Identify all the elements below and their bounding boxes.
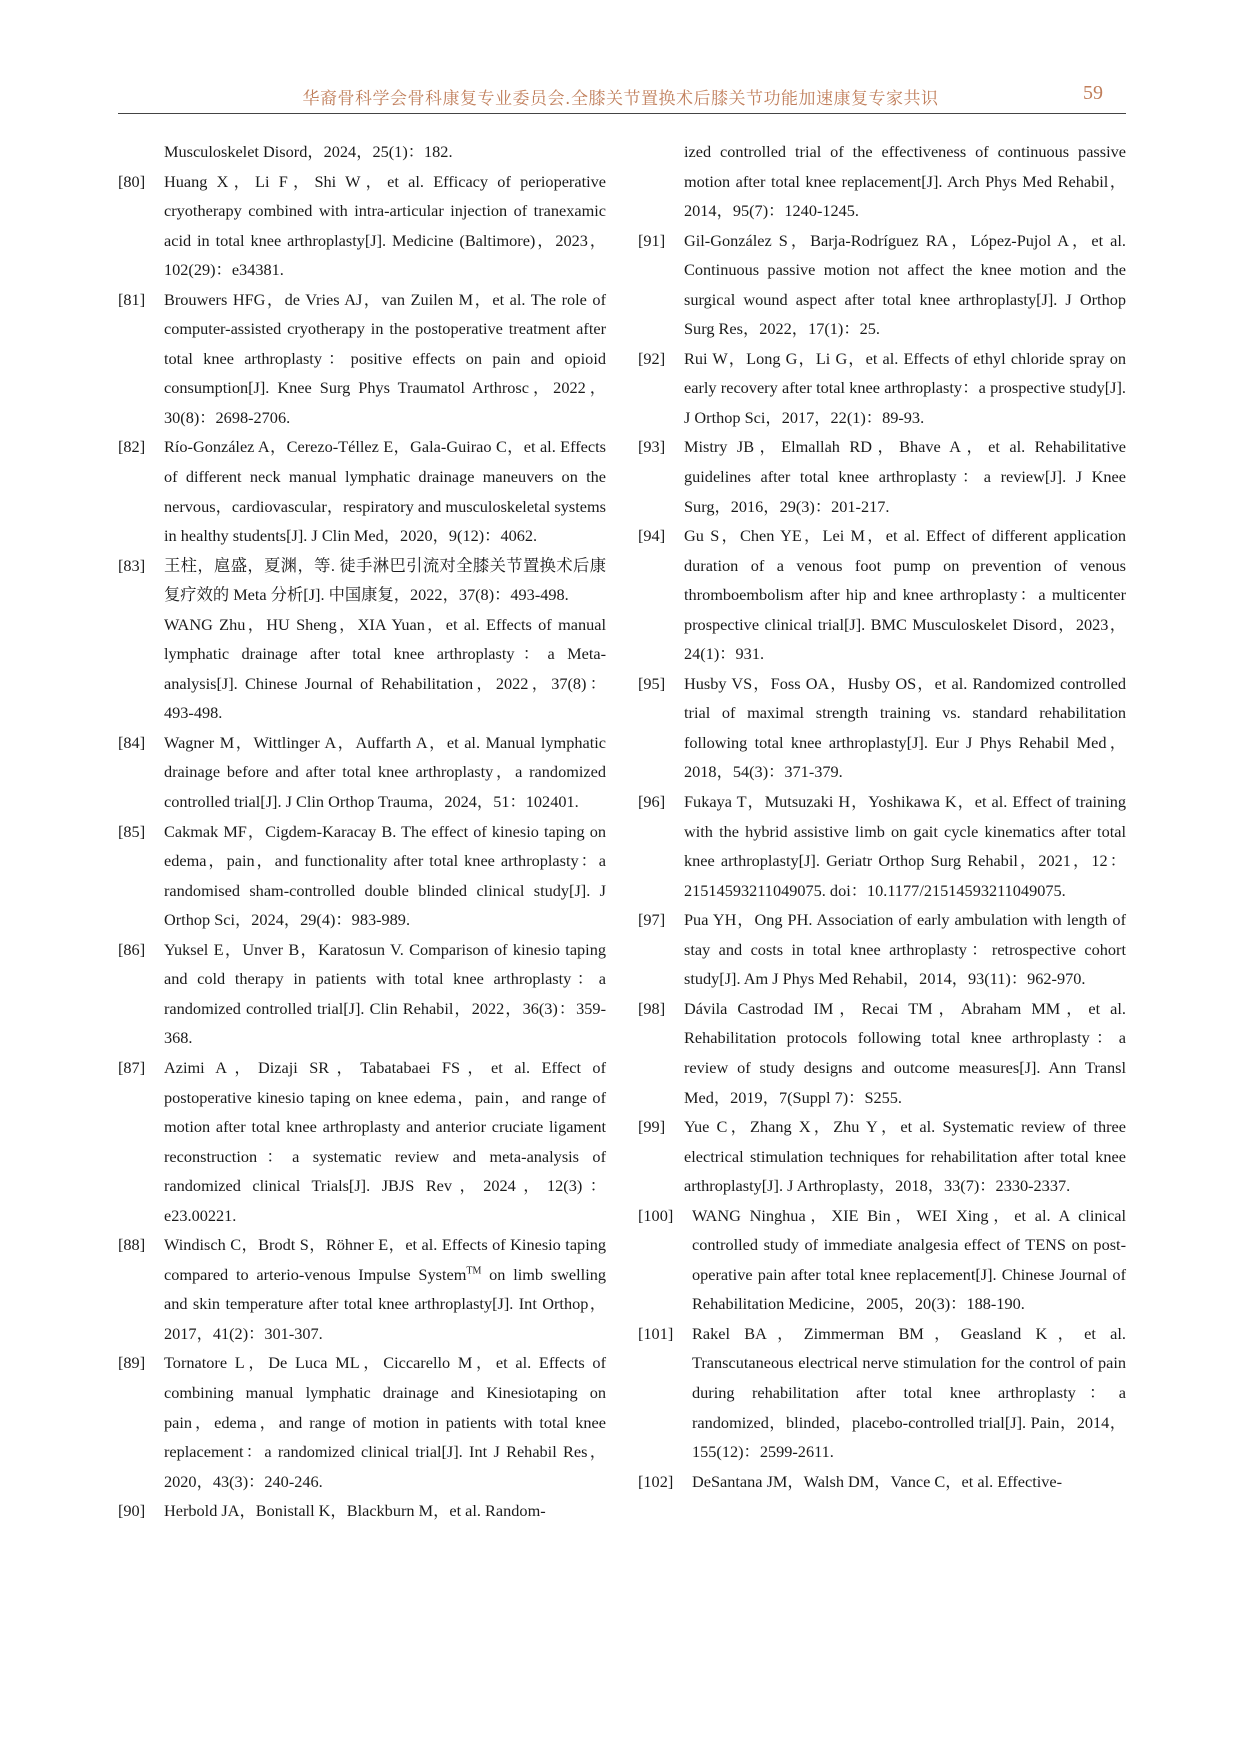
reference-number: [93] — [638, 437, 666, 457]
reference-text: Azimi A，Dizaji SR，Tabatabaei FS，et al. Effect of postoperative kinesio taping on knee edema，pain，and range of motion after total knee arthroplasty and anterior cruciate ligament reconstruction：a systematic review and meta-analysis of randomized clinical Trials[J]. JBJS Rev，2024，12(3)：e23.00221. — [164, 1057, 606, 1225]
reference-number: [101] — [638, 1323, 674, 1343]
reference-number: [84] — [118, 732, 146, 752]
reference-item — [638, 787, 1126, 905]
reference-number: [99] — [638, 1117, 666, 1137]
reference-item — [638, 344, 1126, 433]
reference-number: [96] — [638, 792, 666, 812]
trademark-superscript: TM — [466, 1265, 482, 1277]
reference-text: Rakel BA，Zimmerman BM，Geasland K，et al. Transcutaneous electrical nerve stimulation for the control of pain during rehabilitation after total knee arthroplasty：a randomized，blinded，placebo-controlled trial[J]. Pain，2014，155(12)：2599-2611. — [692, 1323, 1126, 1462]
reference-text: Gu S，Chen YE，Lei M，et al. Effect of different application duration of a venous foot pump on prevention of venous thromboembolism after hip and knee arthroplasty：a multicenter prospective clinical trial[J]. BMC Musculoskelet Disord，2023，24(1)：931. — [684, 526, 1126, 664]
reference-number: [98] — [638, 998, 666, 1018]
reference-continuation: Musculoskelet Disord，2024，25(1)：182. — [164, 142, 453, 161]
reference-text: DeSantana JM，Walsh DM，Vance C，et al. Effective- — [692, 1471, 1063, 1491]
reference-text-rest: on limb swelling and skin temperature after total knee arthroplasty[J]. Int Orthop，2017，41(2)：301-307. — [164, 1264, 606, 1343]
reference-text: Huang X，Li F，Shi W，et al. Efficacy of perioperative cryotherapy combined with intra-articular injection of tranexamic acid in total knee arthroplasty[J]. Medicine (Baltimore)，2023，102(29)：e34381. — [164, 171, 606, 280]
reference-item — [638, 905, 1126, 994]
reference-item — [118, 167, 606, 285]
reference-number: [86] — [118, 939, 146, 959]
reference-item — [118, 1496, 606, 1526]
reference-text: Fukaya T，Mutsuzaki H，Yoshikawa K，et al. Effect of training with the hybrid assistive limb on gait cycle kinematics after total knee arthroplasty[J]. Geriatr Orthop Surg Rehabil，2021，12：21514593211049075. doi：10.1177/21514593211049075. — [684, 792, 1126, 900]
reference-text: WANG Ninghua，XIE Bin，WEI Xing，et al. A clinical controlled study of immediate analgesia effect of TENS on post-operative pain after total knee replacement[J]. Chinese Journal of Rehabilitation Medicine，2005，20(3)：188-190. — [692, 1205, 1126, 1314]
reference-number: [94] — [638, 526, 666, 546]
reference-number: [91] — [638, 230, 666, 250]
reference-number: [89] — [118, 1353, 146, 1373]
reference-item — [638, 994, 1126, 1112]
reference-item — [638, 1319, 1126, 1467]
reference-item — [638, 1467, 1126, 1497]
page-number: 59 — [1083, 82, 1103, 104]
reference-item — [118, 1053, 606, 1230]
reference-item — [118, 728, 606, 817]
reference-text: Pua YH，Ong PH. Association of early ambulation with length of stay and costs in total knee arthroplasty：retrospective cohort study[J]. Am J Phys Med Rehabil，2014，93(11)：962-970. — [684, 910, 1126, 989]
reference-text: Cakmak MF，Cigdem-Karacay B. The effect of kinesio taping on edema，pain，and functionality after total knee arthroplasty：a randomised sham-controlled double blinded clinical study[J]. J Orthop Sci，2024，29(4)：983-989. — [164, 821, 606, 930]
reference-number: [81] — [118, 289, 146, 309]
reference-number: [92] — [638, 348, 666, 368]
reference-number: [97] — [638, 910, 666, 930]
reference-item — [638, 432, 1126, 521]
reference-item — [118, 285, 606, 433]
reference-number: [80] — [118, 171, 146, 191]
reference-continuation: ized controlled trial of the effectiveness of continuous passive motion after total knee replacement[J]. Arch Phys Med Rehabil，2014，95(7)：1240-1245. — [684, 142, 1126, 221]
reference-text: Mistry JB，Elmallah RD，Bhave A，et al. Rehabilitative guidelines after total knee arthroplasty：a review[J]. J Knee Surg，2016，29(3)：201-217. — [684, 437, 1126, 516]
header-divider — [118, 113, 1126, 114]
reference-item — [638, 669, 1126, 787]
reference-item — [118, 817, 606, 935]
reference-item — [118, 551, 606, 728]
reference-number: [90] — [118, 1501, 146, 1521]
reference-item — [638, 521, 1126, 669]
reference-item — [638, 226, 1126, 344]
reference-text: Río-González A，Cerezo-Téllez E，Gala-Guirao C，et al. Effects of different neck manual lymphatic drainage maneuvers on the nervous，cardiovascular，respiratory and musculoskeletal systems in healthy students[J]. J Clin Med，2020，9(12)：4062. — [164, 437, 606, 546]
reference-text: Windisch C，Brodt S，Röhner E，et al. Effects of Kinesio taping compared to arterio-venous Impulse System — [164, 1235, 606, 1284]
running-header-title: 华裔骨科学会骨科康复专业委员会.全膝关节置换术后膝关节功能加速康复专家共识 — [302, 89, 939, 109]
reference-item — [118, 432, 606, 550]
reference-text: Wagner M，Wittlinger A，Auffarth A，et al. Manual lymphatic drainage before and after total knee arthroplasty，a randomized controlled trial[J]. J Clin Orthop Trauma，2024，51：102401. — [164, 732, 606, 812]
reference-number: [88] — [118, 1235, 146, 1255]
right-column — [638, 137, 1126, 1496]
reference-item — [118, 1230, 606, 1348]
reference-number: [83] — [118, 555, 146, 575]
reference-text: 王柱，扈盛，夏渊，等. 徒手淋巴引流对全膝关节置换术后康复疗效的 Meta 分析[J]. 中国康复，2022，37(8)：493-498. — [164, 555, 606, 605]
left-column — [118, 137, 606, 1526]
reference-text: Rui W，Long G，Li G，et al. Effects of ethyl chloride spray on early recovery after total knee arthroplasty：a prospective study[J]. J Orthop Sci，2017，22(1)：89-93. — [684, 348, 1126, 427]
reference-text: Tornatore L，De Luca ML，Ciccarello M，et al. Effects of combining manual lymphatic drainage and Kinesiotaping on pain，edema，and range of motion in patients with total knee replacement：a randomized clinical trial[J]. Int J Rehabil Res，2020，43(3)：240-246. — [164, 1353, 606, 1491]
reference-number: [87] — [118, 1057, 146, 1077]
reference-text: Husby VS，Foss OA，Husby OS，et al. Randomized controlled trial of maximal strength training vs. standard rehabilitation following total knee arthroplasty[J]. Eur J Phys Rehabil Med，2018，54(3)：371-379. — [684, 673, 1126, 782]
reference-text-translation: WANG Zhu，HU Sheng，XIA Yuan，et al. Effects of manual lymphatic drainage after total knee arthroplasty：a Meta-analysis[J]. Chinese Journal of Rehabilitation，2022，37(8)：493-498. — [164, 614, 606, 723]
reference-text: Yue C，Zhang X，Zhu Y，et al. Systematic review of three electrical stimulation techniques for rehabilitation after total knee arthroplasty[J]. J Arthroplasty，2018，33(7)：2330-2337. — [684, 1117, 1126, 1196]
reference-text: Brouwers HFG，de Vries AJ，van Zuilen M，et al. The role of computer-assisted cryotherapy in the postoperative treatment after total knee arthroplasty：positive effects on pain and opioid consumption[J]. Knee Surg Phys Traumatol Arthrosc，2022，30(8)：2698-2706. — [164, 289, 606, 427]
reference-item — [638, 1112, 1126, 1201]
reference-number: [82] — [118, 437, 146, 457]
reference-text: Herbold JA，Bonistall K，Blackburn M，et al. Random- — [164, 1501, 546, 1521]
reference-number: [100] — [638, 1205, 674, 1225]
reference-item — [118, 935, 606, 1053]
reference-number: [85] — [118, 821, 146, 841]
reference-number: [95] — [638, 673, 666, 693]
reference-item — [638, 1201, 1126, 1319]
reference-text: Gil-González S，Barja-Rodríguez RA，López-Pujol A，et al. Continuous passive motion not affect the knee motion and the surgical wound aspect after total knee arthroplasty[J]. J Orthop Surg Res，2022，17(1)：25. — [684, 230, 1126, 339]
reference-number: [102] — [638, 1471, 674, 1491]
reference-text: Dávila Castrodad IM，Recai TM，Abraham MM，et al. Rehabilitation protocols following total knee arthroplasty：a review of study designs and outcome measures[J]. Ann Transl Med，2019，7(Suppl 7)：S255. — [684, 998, 1126, 1107]
reference-item — [118, 1348, 606, 1496]
reference-text: Yuksel E，Unver B，Karatosun V. Comparison of kinesio taping and cold therapy in patients with total knee arthroplasty：a randomized controlled trial[J]. Clin Rehabil，2022，36(3)：359-368. — [164, 939, 606, 1048]
